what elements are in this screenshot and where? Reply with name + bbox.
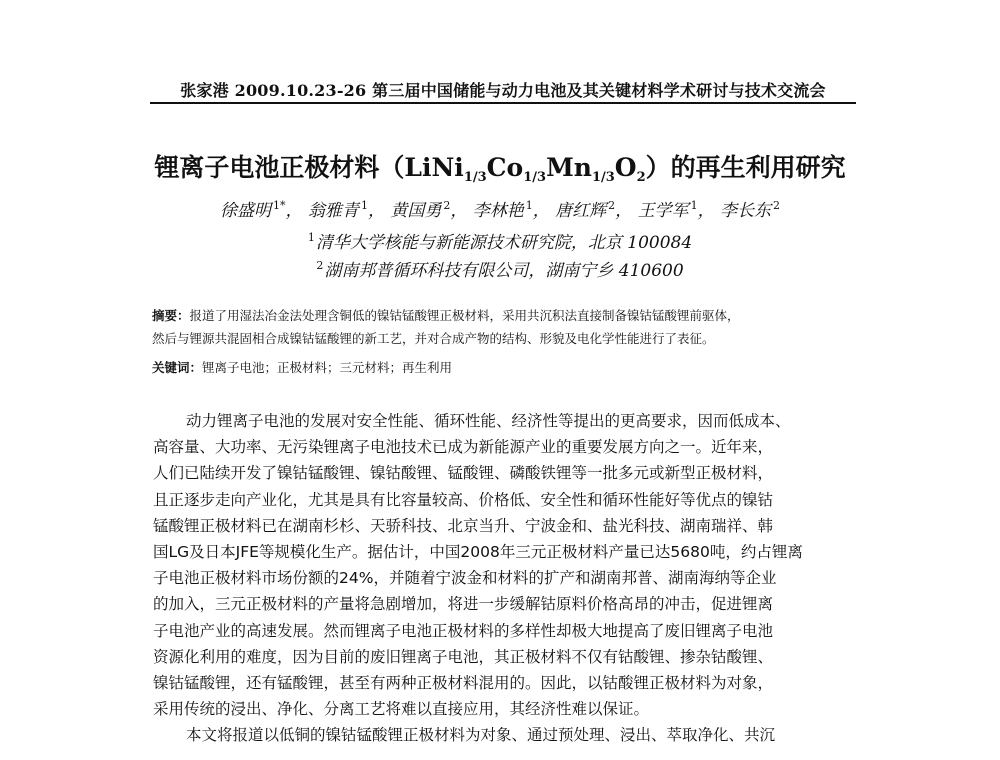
title-suffix: ）的再生利用研究	[645, 153, 846, 182]
title-sub-1: 1/3	[463, 170, 487, 185]
affiliation-text: 湖南邦普循环科技有限公司，湖南宁乡 410600	[324, 261, 684, 281]
author-name: 李长东	[719, 201, 771, 221]
title-mid-2: Mn	[546, 153, 592, 182]
body-line: 的加入，三元正极材料的产量将急剧增加，将进一步缓解钴原料价格高昂的冲击，促进锂离	[153, 595, 774, 614]
author-mark: 2	[608, 199, 616, 212]
body-line: 子电池正极材料市场份额的24%，并随着宁波金和材料的扩产和湖南邦普、湖南海纳等企业	[153, 569, 777, 588]
author-mark: 1	[525, 199, 533, 212]
abstract-line-1	[152, 304, 862, 327]
author-name: 翁雅青	[307, 201, 359, 221]
body-line: 国LG及日本JFE等规模化生产。据估计，中国2008年三元正极材料产量已达5680吨，约占锂离	[153, 543, 803, 562]
body-line: 动力锂离子电池的发展对安全性能、循环性能、经济性等提出的更高要求，因而低成本、	[186, 412, 791, 430]
author-mark: 1*	[273, 199, 286, 212]
affiliation-1	[120, 228, 880, 253]
author-mark: 2	[772, 199, 780, 212]
affiliation-mark: 1	[307, 231, 315, 244]
body-line: 镍钴锰酸锂，还有锰酸锂，甚至有两种正极材料混用的。因此，以钴酸锂正极材料为对象，	[153, 674, 774, 693]
body-line: 高容量、大功率、无污染锂离子电池技术已成为新能源产业的重要发展方向之一。近年来，	[153, 438, 774, 457]
title-mid-1: Co	[486, 153, 524, 182]
body-line: 采用传统的浸出、净化、分离工艺将难以直接应用，其经济性难以保证。	[153, 700, 650, 719]
body-line: 人们已陆续开发了镍钴锰酸锂、镍钴酸锂、锰酸锂、磷酸铁锂等一批多元或新型正极材料，	[153, 464, 774, 483]
title-sub-3: 1/3	[591, 170, 615, 185]
title-mid-3: O	[614, 153, 637, 182]
abstract	[152, 304, 862, 350]
author-name: 黄国勇	[390, 201, 442, 221]
body-line: 锰酸锂正极材料已在湖南杉杉、天骄科技、北京当升、宁波金和、盐光科技、湖南瑞祥、韩	[153, 516, 774, 535]
body-line: 本文将报道以低铜的镍钴锰酸锂正极材料为对象、通过预处理、浸出、萃取净化、共沉	[186, 726, 776, 745]
keywords	[152, 358, 862, 376]
author-mark: 2	[443, 199, 451, 212]
author-name: 唐红辉	[555, 201, 607, 221]
keywords-label: 关键词：	[152, 360, 203, 375]
author-name: 李林艳	[472, 201, 524, 221]
affiliation-2	[120, 256, 880, 281]
paper-title	[120, 148, 880, 185]
affiliation-text: 清华大学核能与新能源技术研究院，北京 100084	[315, 233, 693, 253]
body-line: 且正逐步走向产业化，尤其是具有比容量较高、价格低、安全性和循环性能好等优点的镍钴	[153, 490, 774, 509]
author-list: 徐盛明 $^{1*}$， 翁雅青 $^1$， 黄国勇 $^2$， 李林艳 $^1$， 唐红辉 $^2$， 王学军 $^1$， 李长东 $^2$	[220, 199, 780, 221]
author-mark: 1	[360, 199, 368, 212]
abstract-text-1: 报道了用湿法冶金法处理含铜低的镍钴锰酸锂正极材料，采用共沉积法直接制备镍钴锰酸锂前驱体，	[189, 308, 740, 323]
author-name: 王学军	[637, 201, 689, 221]
body-line: 子电池产业的高速发展。然而锂离子电池正极材料的多样性却极大地提高了废旧锂离子电池	[153, 621, 774, 640]
author-name: 徐盛明	[220, 201, 272, 221]
title-sub-4: 2	[636, 170, 646, 185]
title-prefix: 锂离子电池正极材料（LiNi	[154, 153, 464, 182]
author-mark: 1	[690, 199, 698, 212]
conference-header: 张家港 2009.10.23-26 第三届中国储能与动力电池及其关键材料学术研讨与技术交流会	[180, 81, 826, 100]
abstract-line-2: 然后与锂源共混固相合成镍钴锰酸锂的新工艺，并对合成产物的结构、形貌及电化学性能进行了表征。	[152, 331, 715, 346]
body-line: 资源化利用的难度，因为目前的废旧锂离子电池，其正极材料不仅有钴酸锂、掺杂钴酸锂、	[153, 647, 774, 666]
abstract-label: 摘要：	[152, 308, 190, 323]
keywords-text: 锂离子电池；正极材料；三元材料；再生利用	[202, 360, 453, 375]
affiliation-mark: 2	[316, 259, 324, 272]
body-text	[153, 408, 865, 749]
title-sub-2: 1/3	[523, 170, 547, 185]
header-divider	[150, 102, 856, 104]
